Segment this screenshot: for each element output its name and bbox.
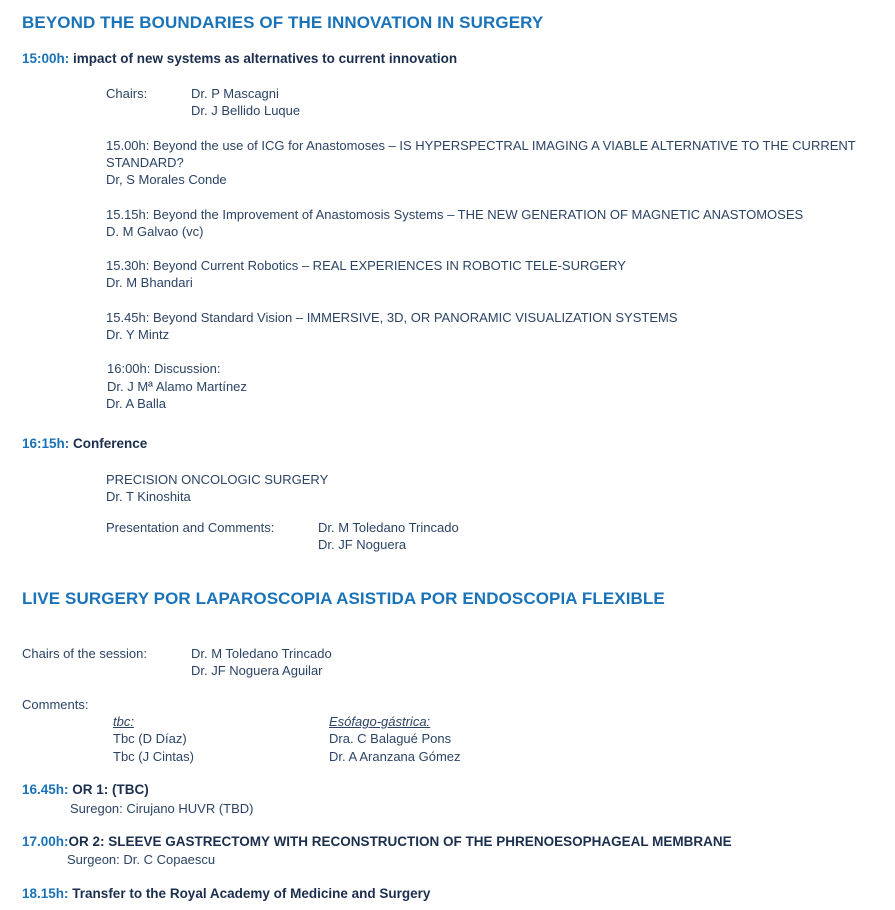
presentation-comments-label: Presentation and Comments: [106,520,275,535]
session1-header [22,51,457,66]
talk-3-title: 15.30h: Beyond Current Robotics – REAL EXPERIENCES IN ROBOTIC TELE-SURGERY [106,258,626,273]
talk-2-speaker: D. M Galvao (vc) [106,224,204,239]
chair-2: Dr. J Bellido Luque [191,103,301,118]
or1-time: 16.45h: [22,782,69,797]
or1-surgeon: Suregon: Cirujano HUVR (TBD) [70,801,254,816]
section1-title: BEYOND THE BOUNDARIES OF THE INNOVATION IN SURGERY [22,13,544,32]
transfer-header [22,886,430,901]
col1-item-1: Tbc (D Díaz) [113,731,187,746]
session2-header [22,436,147,451]
talk-4-title: 15.45h: Beyond Standard Vision – IMMERSIVE, 3D, OR PANORAMIC VISUALIZATION SYSTEMS [106,310,678,325]
session1-title: impact of new systems as alternatives to current innovation [73,51,458,66]
conference-title: PRECISION ONCOLOGIC SURGERY [106,472,329,487]
comments-label: Comments: [22,697,89,712]
discussion-speaker-1: Dr. J Mª Alamo Martínez [107,379,247,394]
talk-3-speaker: Dr. M Bhandari [106,275,193,290]
col2-heading: Esófago-gástrica: [329,714,431,729]
chair-1: Dr. P Mascagni [191,86,279,101]
session-chair-1: Dr. M Toledano Trincado [191,646,332,661]
transfer-title: Transfer to the Royal Academy of Medicine and Surgery [72,886,431,901]
talk-1-title: 15.00h: Beyond the use of ICG for Anastomoses – IS HYPERSPECTRAL IMAGING A VIABLE ALTERNATIVE TO THE CURRENT STANDARD? [106,138,856,170]
section2-title: LIVE SURGERY POR LAPAROSCOPIA ASISTIDA POR ENDOSCOPIA FLEXIBLE [22,589,665,608]
col1-heading: tbc: [113,714,134,729]
discussion-speaker-2: Dr. A Balla [106,396,166,411]
session-chairs-label: Chairs of the session: [22,646,148,661]
commenter-1: Dr. M Toledano Trincado [318,520,459,535]
or2-time: 17.00h: [22,834,69,849]
session2-title: Conference [73,436,148,451]
or2-title: OR 2: SLEEVE GASTRECTOMY WITH RECONSTRUCTION OF THE PHRENOESOPHAGEAL MEMBRANE [68,834,732,849]
talk-2-title: 15.15h: Beyond the Improvement of Anastomosis Systems – THE NEW GENERATION OF MAGNETIC ANASTOMOSES [106,207,804,222]
or2-header [22,834,732,849]
conference-speaker: Dr. T Kinoshita [106,489,191,504]
col1-item-2: Tbc (J Cintas) [113,749,194,764]
commenter-2: Dr. JF Noguera [318,537,407,552]
talk-4-speaker: Dr. Y Mintz [106,327,170,342]
col2-item-2: Dr. A Aranzana Gómez [329,749,461,764]
col2-item-1: Dra. C Balagué Pons [329,731,452,746]
talk-1-speaker: Dr, S Morales Conde [106,172,227,187]
session2-time: 16:15h: [22,436,70,451]
transfer-time: 18.15h: [22,886,69,901]
chairs-label: Chairs: [106,86,148,101]
discussion-title: 16:00h: Discussion: [107,361,221,376]
or2-surgeon: Surgeon: Dr. C Copaescu [67,852,216,867]
or1-header [22,782,149,797]
session1-time: 15:00h: [22,51,70,66]
or1-title: OR 1: (TBC) [72,782,149,797]
session-chair-2: Dr. JF Noguera Aguilar [191,663,323,678]
